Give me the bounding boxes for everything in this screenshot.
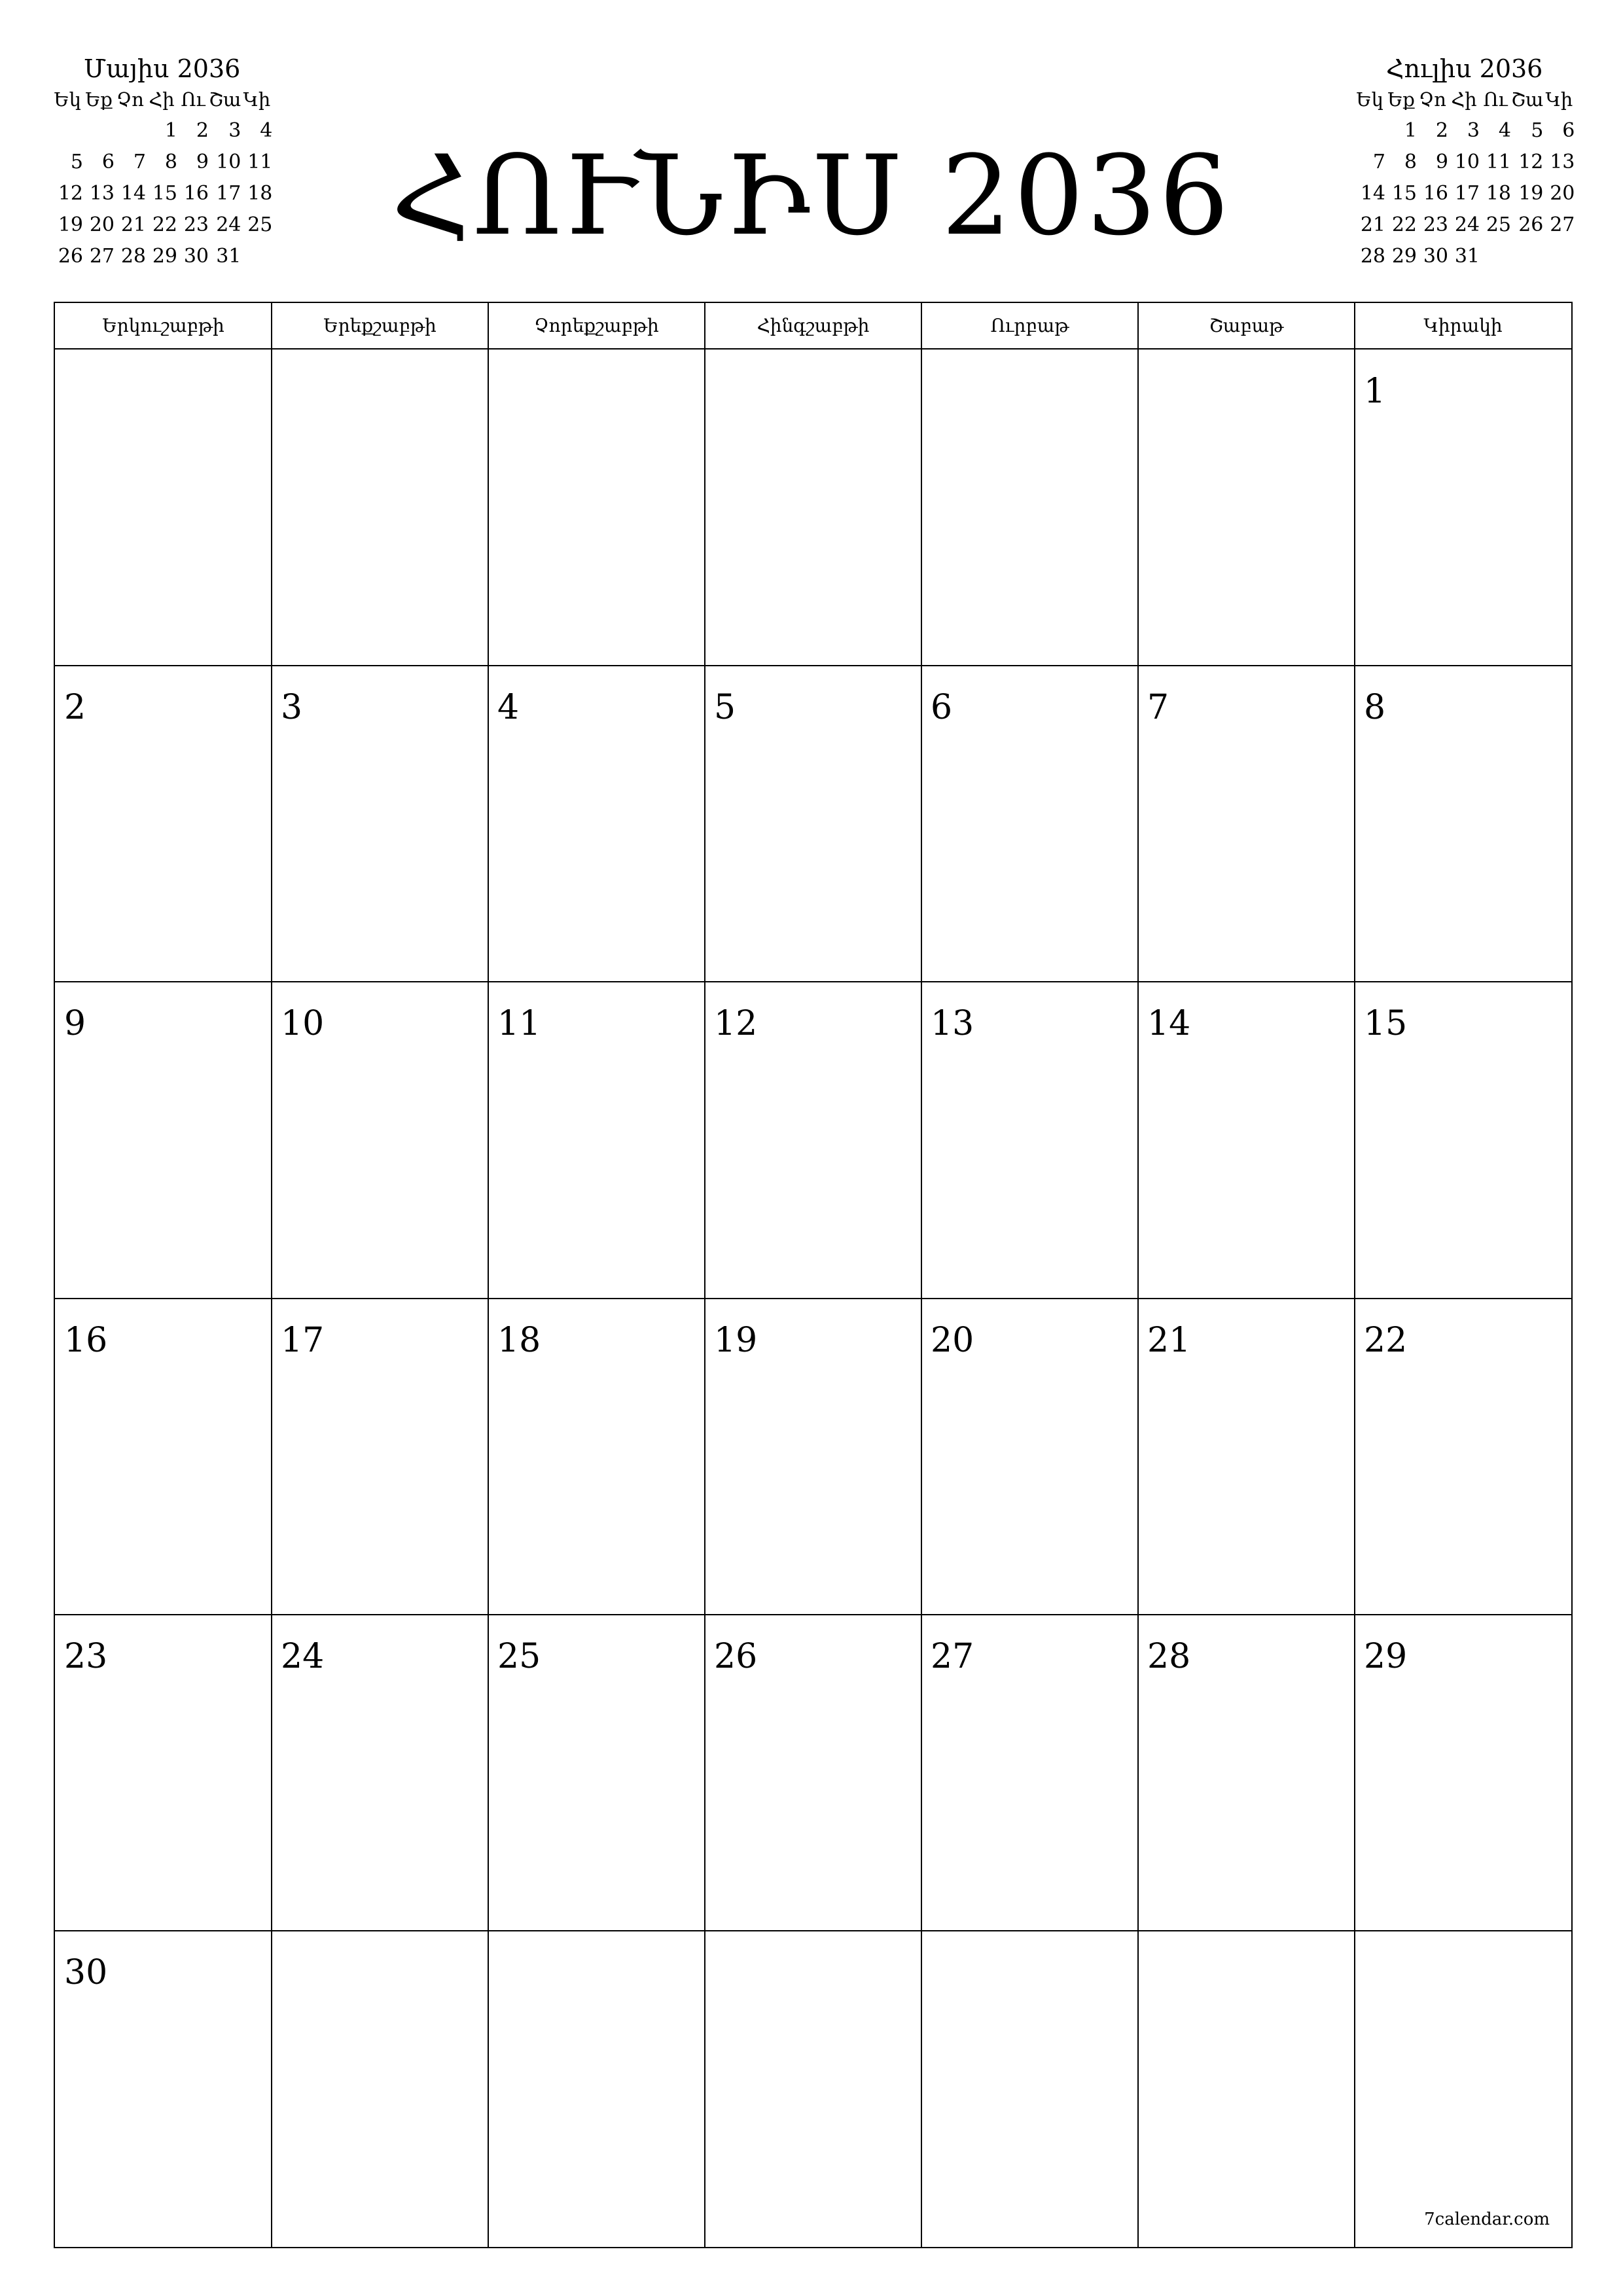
mini-weekday-label: Եք [1387, 88, 1415, 111]
day-cell [921, 350, 1138, 666]
mini-day: 5 [1531, 119, 1544, 142]
mini-day: 17 [216, 182, 241, 205]
mini-day: 13 [1550, 151, 1575, 173]
day-number: 25 [497, 1636, 541, 1676]
day-number: 11 [497, 1004, 541, 1044]
mini-day: 3 [228, 119, 241, 142]
day-cell [1355, 1299, 1571, 1615]
day-cell [1355, 350, 1571, 666]
mini-day: 7 [1372, 151, 1385, 173]
day-number: 5 [714, 688, 736, 728]
day-cell [488, 1299, 705, 1615]
mini-day: 12 [58, 182, 83, 205]
mini-day: 16 [1423, 182, 1448, 205]
mini-weekday-label: Չո [116, 88, 144, 111]
day-cell [488, 1615, 705, 1931]
day-cell [705, 1299, 921, 1615]
mini-day: 27 [1550, 213, 1575, 236]
weekday-header: Կիրակի [1423, 315, 1503, 336]
day-cell [488, 982, 705, 1298]
mini-weekday-label: Եք [85, 88, 113, 111]
day-number: 28 [1147, 1636, 1191, 1676]
day-cell [488, 666, 705, 982]
mini-day: 21 [120, 213, 146, 236]
mini-day: 7 [133, 151, 146, 173]
mini-weekday-label: Շա [1511, 88, 1544, 111]
weekday-header-row [55, 303, 1571, 350]
mini-weekday-label: Չո [1419, 88, 1446, 111]
mini-day: 1 [1404, 119, 1417, 142]
day-cell [272, 350, 488, 666]
month-grid [54, 302, 1573, 2248]
mini-weekday-label: Հի [149, 88, 175, 111]
mini-day: 31 [216, 245, 241, 268]
mini-day: 28 [1360, 245, 1385, 268]
mini-day: 4 [260, 119, 273, 142]
mini-day: 19 [58, 213, 83, 236]
mini-day [241, 241, 272, 272]
day-number: 8 [1364, 688, 1386, 728]
mini-day [1511, 241, 1543, 272]
day-cell [272, 982, 488, 1298]
day-cell [705, 1931, 921, 2247]
mini-day: 29 [1391, 245, 1417, 268]
day-cell [1138, 666, 1355, 982]
mini-day: 18 [247, 182, 273, 205]
mini-day: 16 [183, 182, 209, 205]
mini-day: 23 [1423, 213, 1448, 236]
mini-calendar-title: Հուլիս 2036 [1386, 54, 1543, 83]
day-number: 17 [281, 1320, 325, 1360]
mini-day: 4 [1498, 119, 1511, 142]
mini-day: 25 [247, 213, 273, 236]
day-number: 2 [64, 688, 86, 728]
mini-day: 8 [1404, 151, 1417, 173]
mini-weekday-label: Հի [1451, 88, 1477, 111]
weekday-header: Հինգշաբթի [757, 315, 870, 336]
day-cell [55, 666, 272, 982]
mini-weekday-label: Ու [1483, 88, 1508, 111]
day-cell [55, 350, 272, 666]
mini-week-row [1354, 241, 1575, 272]
mini-week-row [1354, 209, 1575, 241]
mini-day: 5 [70, 151, 83, 173]
mini-day: 26 [1518, 213, 1544, 236]
day-cell [55, 1615, 272, 1931]
day-number: 9 [64, 1004, 86, 1044]
mini-day: 10 [1454, 151, 1480, 173]
day-number: 20 [931, 1320, 974, 1360]
mini-day [83, 115, 115, 147]
mini-week-row [52, 115, 272, 147]
day-cell [1355, 1931, 1571, 2247]
day-number: 30 [64, 1952, 108, 1992]
mini-day: 12 [1518, 151, 1544, 173]
day-number: 24 [281, 1636, 325, 1676]
mini-day: 24 [1454, 213, 1480, 236]
day-cell [1138, 350, 1355, 666]
mini-day: 29 [152, 245, 177, 268]
page-title: ՀՈՒՆԻՍ 2036 [391, 132, 1232, 260]
day-cell [1355, 982, 1571, 1298]
day-cell [705, 350, 921, 666]
day-number: 19 [714, 1320, 758, 1360]
mini-week-row [1354, 147, 1575, 178]
mini-weekday-label: Եկ [54, 88, 81, 111]
day-number: 3 [281, 688, 303, 728]
day-cell [488, 1931, 705, 2247]
weekday-header: Երկուշաբթի [102, 315, 224, 336]
mini-week-row [1354, 115, 1575, 147]
mini-week-row [52, 241, 272, 272]
mini-calendar-table [1354, 84, 1575, 272]
day-number: 13 [931, 1004, 974, 1044]
day-number: 22 [1364, 1320, 1408, 1360]
mini-day: 13 [89, 182, 115, 205]
day-number: 6 [931, 688, 953, 728]
mini-day [1354, 115, 1385, 147]
day-cell [1138, 1299, 1355, 1615]
mini-day: 6 [1562, 119, 1575, 142]
mini-day [1480, 241, 1511, 272]
day-cell [272, 666, 488, 982]
day-cell [921, 982, 1138, 1298]
day-cell [272, 1615, 488, 1931]
mini-week-row [1354, 178, 1575, 209]
mini-day: 27 [89, 245, 115, 268]
day-cell [55, 982, 272, 1298]
mini-day: 14 [1360, 182, 1385, 205]
day-number: 21 [1147, 1320, 1191, 1360]
day-cell [705, 1615, 921, 1931]
mini-day: 15 [1391, 182, 1417, 205]
day-cell [921, 1299, 1138, 1615]
mini-week-row [52, 178, 272, 209]
weekday-header: Երեքշաբթի [323, 315, 437, 336]
mini-calendar-next-month [1354, 54, 1575, 272]
mini-day: 26 [58, 245, 83, 268]
day-number: 12 [714, 1004, 758, 1044]
mini-weekday-label: Ու [181, 88, 205, 111]
day-number: 10 [281, 1004, 325, 1044]
day-number: 7 [1147, 688, 1169, 728]
mini-day: 14 [120, 182, 146, 205]
day-number: 23 [64, 1636, 108, 1676]
mini-weekday-label: Շա [209, 88, 241, 111]
day-cell [921, 666, 1138, 982]
day-number: 4 [497, 688, 520, 728]
mini-calendar-table [52, 84, 272, 272]
day-cell [705, 666, 921, 982]
mini-day: 17 [1454, 182, 1480, 205]
mini-weekday-label: Կի [243, 88, 271, 111]
mini-day: 21 [1360, 213, 1385, 236]
mini-day: 8 [164, 151, 177, 173]
mini-day [52, 115, 83, 147]
day-cell [55, 1299, 272, 1615]
day-cell [705, 982, 921, 1298]
weekday-header: Ուրբաթ [990, 315, 1069, 336]
mini-day: 2 [196, 119, 209, 142]
mini-day: 18 [1486, 182, 1511, 205]
mini-week-row [52, 147, 272, 178]
mini-day: 20 [89, 213, 115, 236]
mini-day: 20 [1550, 182, 1575, 205]
mini-day: 30 [1423, 245, 1448, 268]
weekday-header: Շաբաթ [1209, 315, 1284, 336]
mini-calendar-title: Մայիս 2036 [84, 54, 241, 83]
mini-day: 6 [101, 151, 115, 173]
mini-day: 24 [216, 213, 241, 236]
day-cell [55, 1931, 272, 2247]
mini-day: 10 [216, 151, 241, 173]
mini-day: 15 [152, 182, 177, 205]
mini-day [1543, 241, 1575, 272]
day-cell [1355, 1615, 1571, 1931]
day-cell [1355, 666, 1571, 982]
weekday-header: Չորեքշաբթի [534, 315, 659, 336]
mini-day: 11 [247, 151, 273, 173]
mini-day: 28 [120, 245, 146, 268]
day-cell [921, 1931, 1138, 2247]
day-number: 16 [64, 1320, 108, 1360]
mini-weekday-label: Եկ [1356, 88, 1383, 111]
mini-calendar-prev-month [52, 54, 272, 272]
site-credit: 7calendar.com [1424, 2210, 1550, 2229]
mini-day: 31 [1454, 245, 1480, 268]
mini-day: 2 [1435, 119, 1448, 142]
mini-day: 30 [183, 245, 209, 268]
day-number: 18 [497, 1320, 541, 1360]
day-cell [1138, 1615, 1355, 1931]
mini-day: 9 [196, 151, 209, 173]
day-number: 1 [1364, 372, 1386, 411]
day-number: 29 [1364, 1636, 1408, 1676]
day-cell [1138, 1931, 1355, 2247]
mini-day: 25 [1486, 213, 1511, 236]
day-cell [272, 1931, 488, 2247]
day-cell [488, 350, 705, 666]
day-cell [1138, 982, 1355, 1298]
mini-weekday-label: Կի [1545, 88, 1573, 111]
day-number: 15 [1364, 1004, 1408, 1044]
mini-day: 23 [183, 213, 209, 236]
day-cell [921, 1615, 1138, 1931]
mini-day [115, 115, 146, 147]
day-number: 27 [931, 1636, 974, 1676]
mini-day: 11 [1486, 151, 1511, 173]
mini-day: 22 [1391, 213, 1417, 236]
mini-day: 19 [1518, 182, 1544, 205]
mini-day: 22 [152, 213, 177, 236]
mini-day: 3 [1467, 119, 1480, 142]
mini-week-row [52, 209, 272, 241]
day-number: 14 [1147, 1004, 1191, 1044]
mini-day: 9 [1435, 151, 1448, 173]
mini-day: 1 [164, 119, 177, 142]
day-number: 26 [714, 1636, 758, 1676]
day-cell [272, 1299, 488, 1615]
